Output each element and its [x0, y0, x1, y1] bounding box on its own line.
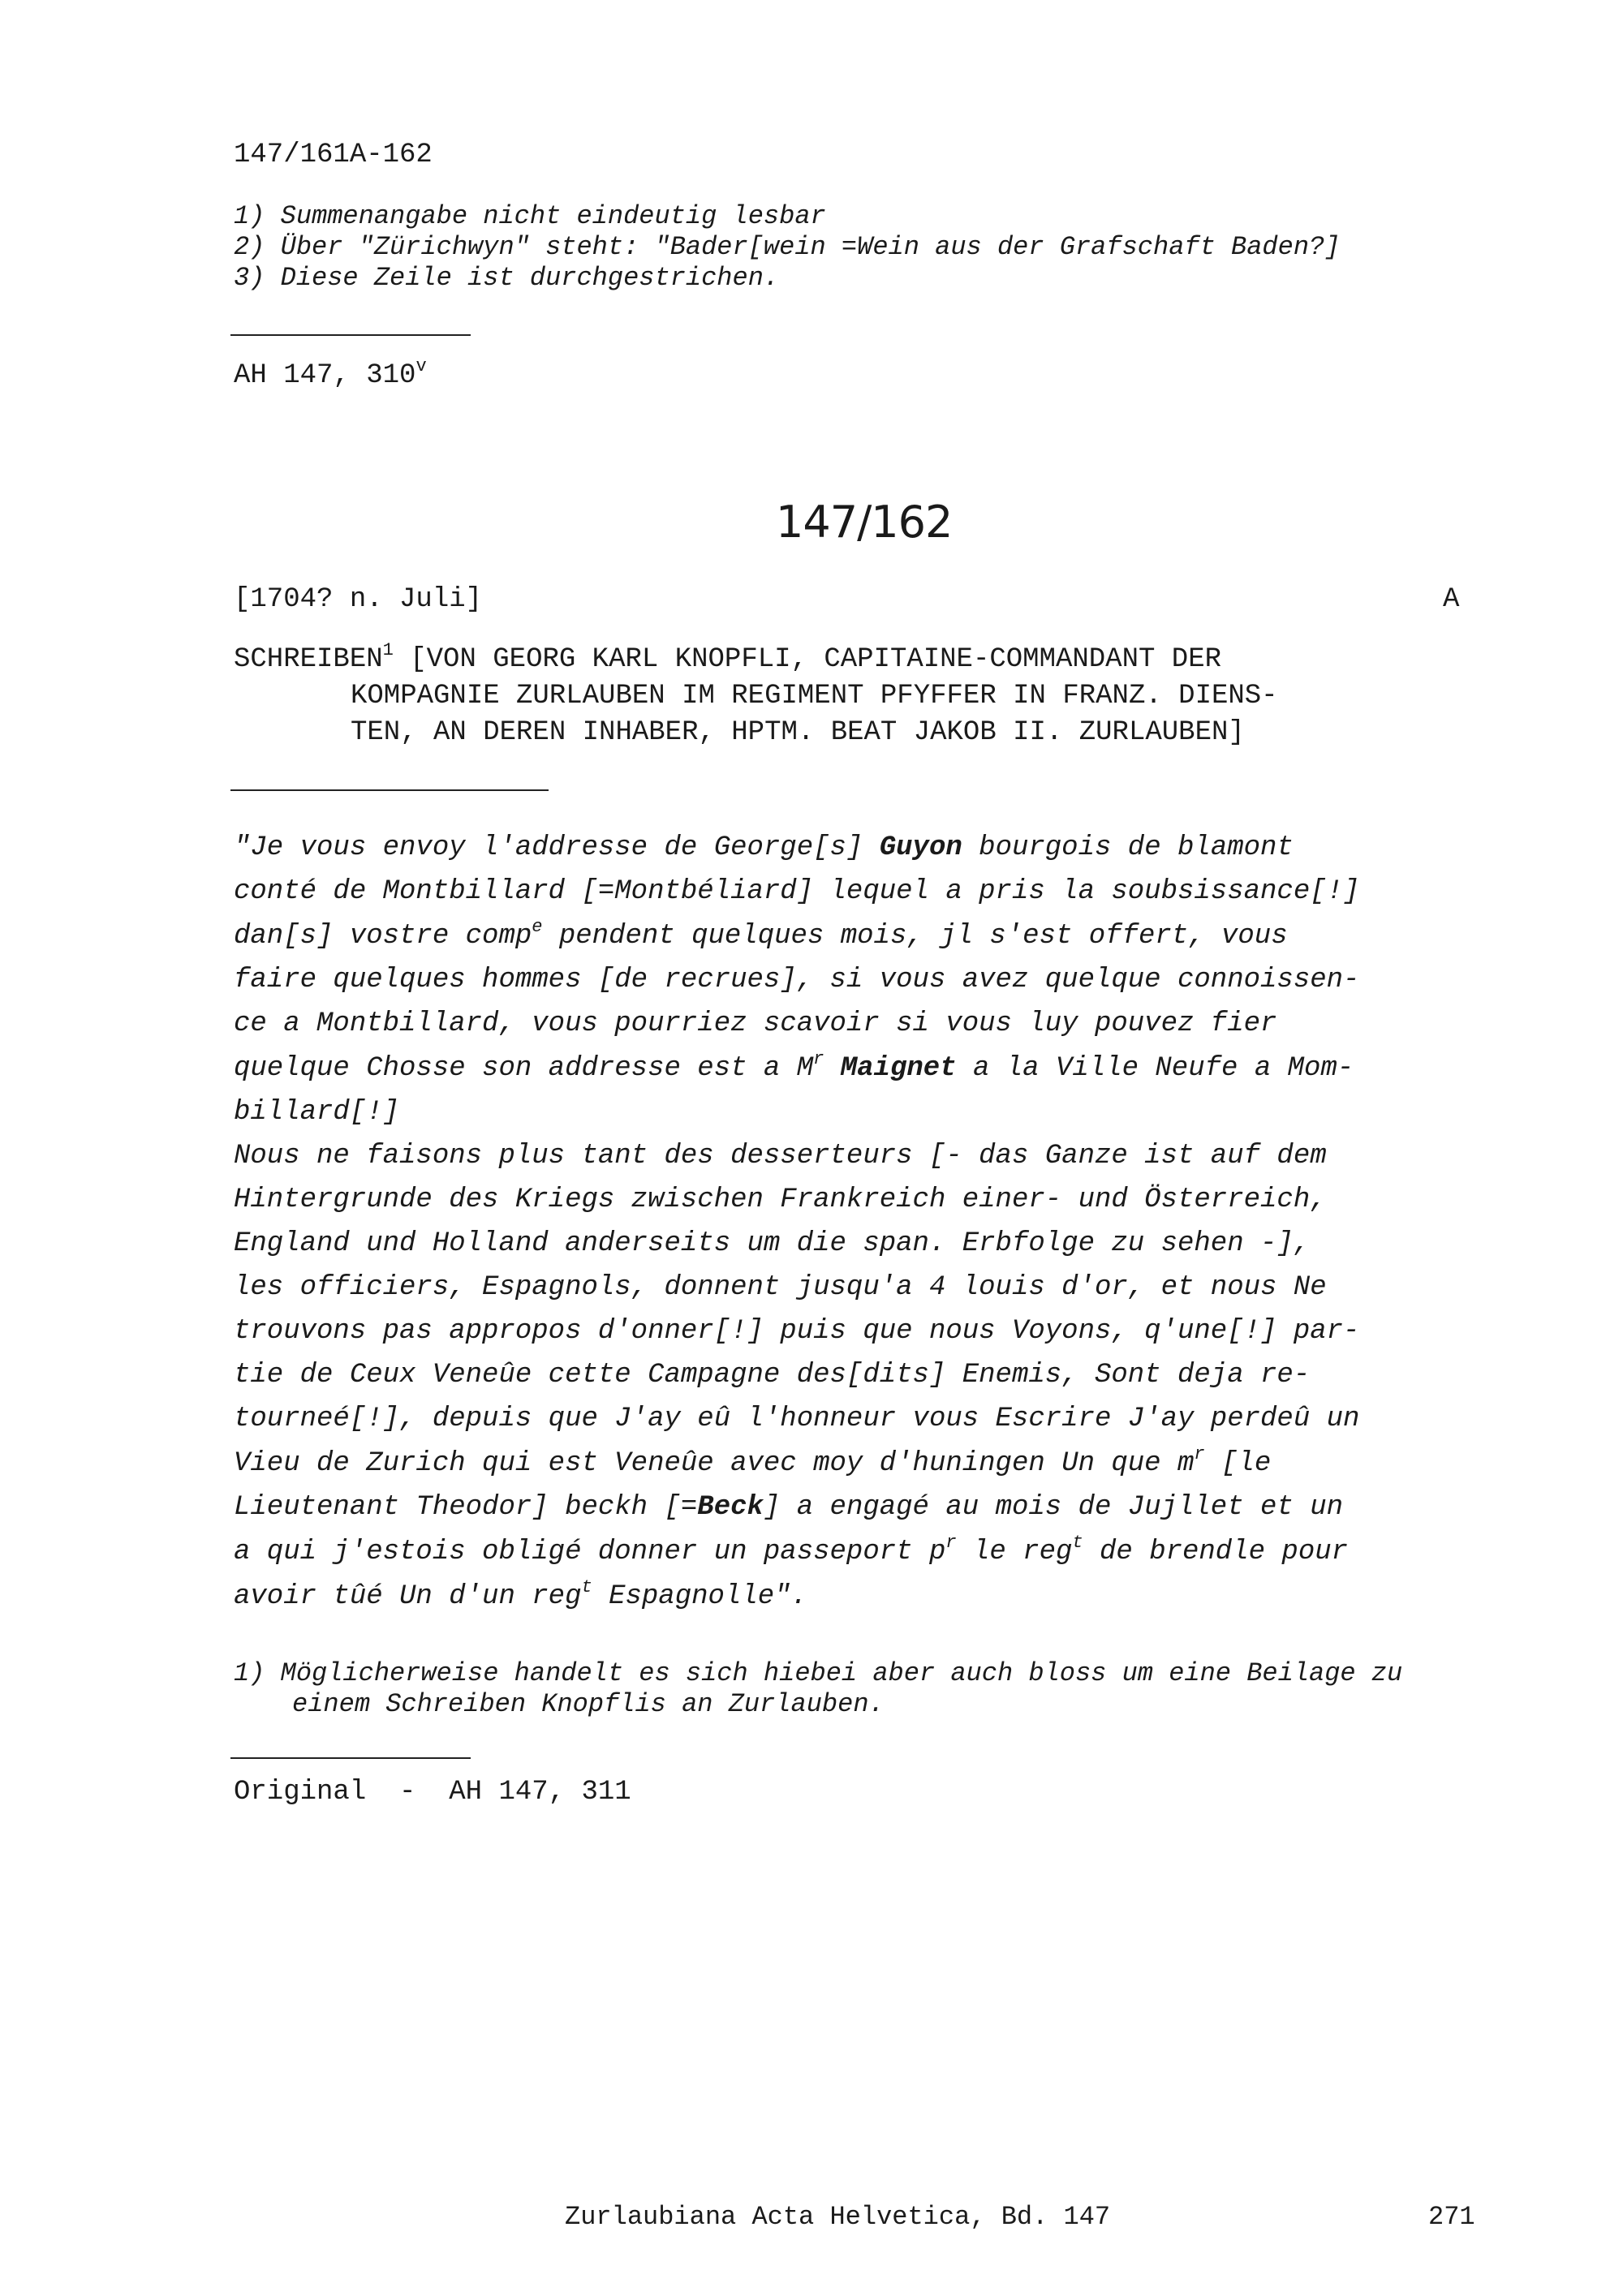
body-line: Hintergrunde des Kriegs zwischen Frankreich einer- und Österreich, [234, 1185, 1327, 1215]
body-line: tie de Ceux Veneûe cette Campagne des[dits] Enemis, Sont deja re- [234, 1360, 1311, 1391]
page-number: 271 [1428, 2202, 1475, 2232]
body-line: les officiers, Espagnols, donnent jusqu'a 4 louis d'or, et nous Ne [234, 1272, 1327, 1303]
body-line: billard[!] [234, 1097, 400, 1128]
body-line: trouvons pas appropos d'onner[!] puis que nous Voyons, q'une[!] par- [234, 1316, 1360, 1347]
footnote [234, 1658, 1402, 1720]
heading-line-1: SCHREIBEN$^1$ [VON GEORG KARL KNOPFLI, CAPITAINE-COMMANDANT DER [234, 640, 1222, 675]
heading-line-2: KOMPAGNIE ZURLAUBEN IM REGIMENT PFYFFER IN FRANZ. DIENS- [351, 681, 1278, 712]
body-line: avoir tûé Un d'un reg$^t$ Espagnolle". [234, 1577, 807, 1612]
prev-note-2: 2) Über "Zürichwyn" steht: "Bader[wein =Wein aus der Grafschaft Baden?] [234, 232, 1341, 262]
body-line: tourneé[!], depuis que J'ay eû l'honneur vous Escrire J'ay perdeû un [234, 1404, 1360, 1434]
document-type: A [1443, 584, 1460, 615]
divider-source [230, 1757, 471, 1759]
body-line: a qui j'estois obligé donner un passeport $p^r$ le reg$^t$ de brendle pour [234, 1533, 1349, 1567]
divider-heading [230, 789, 549, 791]
body-line: Lieutenant Theodor] beckh [=Beck] a engagé au mois de Jujllet et un [234, 1492, 1344, 1523]
body-line: dan[s] vostre comp$^e$ pendent quelques mois, jl s'est offert, vous [234, 917, 1288, 952]
footnote-line-2: einem Schreiben Knopflis an Zurlauben. [292, 1689, 885, 1719]
body-line: "Je vous envoy l'addresse de George[s] Guyon bourgois de blamont [234, 832, 1294, 863]
prev-note-1: 1) Summenangabe nicht eindeutig lesbar [234, 201, 826, 231]
source-line: Original - AH 147, 311 [234, 1777, 631, 1808]
divider-prev [230, 334, 471, 336]
prev-note-3: 3) Diese Zeile ist durchgestrichen. [234, 263, 780, 293]
body-line: Nous ne faisons plus tant des desserteurs [- das Ganze ist auf dem [234, 1141, 1327, 1172]
body-line: quelque Chosse son addresse est a $M^r$ Maignet a la Ville Neufe a Mom- [234, 1049, 1354, 1084]
body-line: faire quelques hommes [de recrues], si vous avez quelque connoissen- [234, 965, 1360, 995]
footer-title: Zurlaubiana Acta Helvetica, Bd. 147 [565, 2202, 1111, 2232]
body-line: ce a Montbillard, vous pourriez scavoir si vous luy pouvez fier [234, 1008, 1277, 1039]
heading-line-3: TEN, AN DEREN INHABER, HPTM. BEAT JAKOB II. ZURLAUBEN] [351, 717, 1245, 748]
prev-source: AH 147, 310$^v$ [234, 356, 427, 391]
body-line: Vieu de Zurich qui est Veneûe avec moy d'huningen Un que $m^r$ [le [234, 1444, 1272, 1479]
body-line: conté de Montbillard [=Montbéliard] lequel a pris la soubsissance[!] [234, 876, 1360, 907]
document-number: 147/162 [776, 497, 953, 548]
document-date: [1704? n. Juli] [234, 584, 483, 615]
header-ref: 147/161A-162 [234, 140, 433, 170]
footnote-line-1: 1) Möglicherweise handelt es sich hiebei aber auch bloss um eine Beilage zu [234, 1658, 1403, 1688]
body-line: England und Holland anderseits um die span. Erbfolge zu sehen -], [234, 1228, 1311, 1259]
prev-notes [234, 201, 1340, 294]
